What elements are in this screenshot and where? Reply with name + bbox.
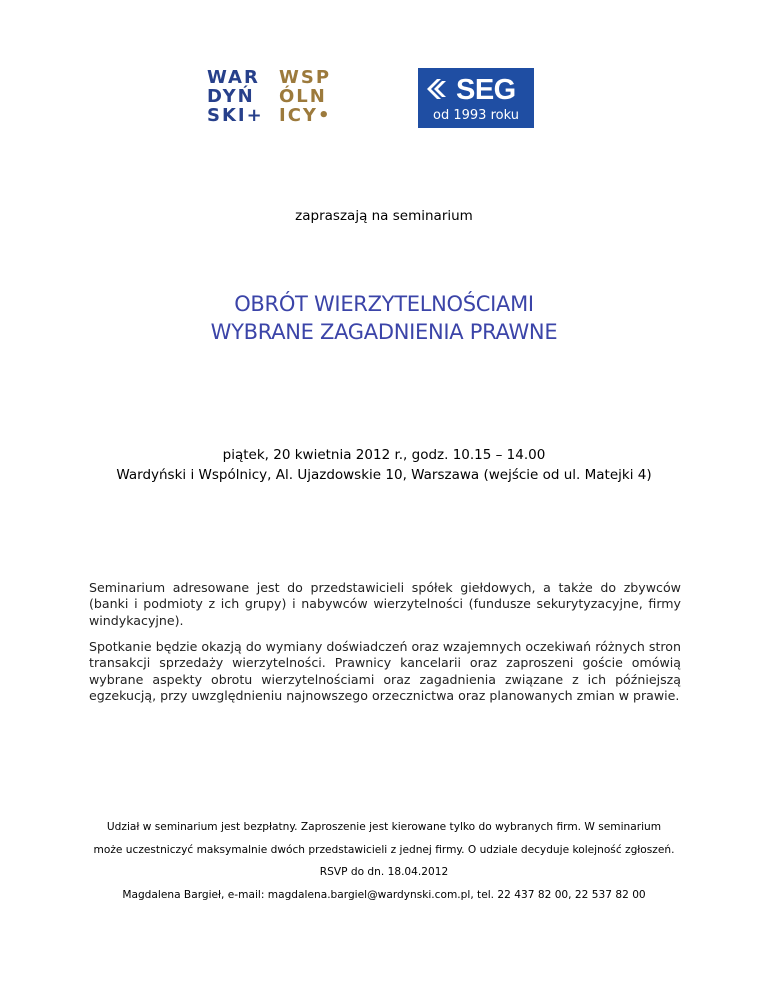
body-paragraph-1: Seminarium adresowane jest do przedstawicieli spółek giełdowych, a także do zbywców (banki i podmioty z ich grupy) i nabywców wierzytelności (fundusze sekurytyzacyjne, firmy windykacyjne). — [89, 580, 681, 628]
seg-chevron-icon — [425, 77, 449, 101]
seg-logo — [418, 68, 534, 128]
footer-rsvp: RSVP do dn. 18.04.2012 — [319, 866, 449, 878]
event-date: piątek, 20 kwietnia 2012 r., godz. 10.15 – 14.00 — [222, 447, 546, 463]
logo-text-ski: SKI+ — [207, 105, 264, 126]
seg-logo-tagline: od 1993 roku — [433, 108, 519, 123]
event-details — [0, 445, 768, 485]
seminar-title-line1: OBRÓT WIERZYTELNOŚCIAMI — [234, 292, 534, 316]
footer-line1: Udział w seminarium jest bezpłatny. Zaproszenie jest kierowane tylko do wybranych firm. W seminarium — [106, 821, 662, 833]
logo-text-icy: ICY• — [279, 105, 332, 126]
logo-text-war: WAR — [207, 67, 260, 88]
logo-text-oln: ÓLN — [279, 86, 327, 107]
footer-line2: może uczestniczyć maksymalnie dwóch przedstawicieli z jednej firmy. O udziale decyduje kolejność zgłoszeń. — [93, 843, 675, 856]
body-paragraph-2: Spotkanie będzie okazją do wymiany doświadczeń oraz wzajemnych oczekiwań różnych stron transakcji sprzedaży wierzytelności. Prawnicy kancelarii oraz zaproszeni goście omówią wybrane aspekty obrotu wierzytelnościami oraz zagadnienia związane z ich późniejszą egzekucją, przy uwzględnieniu najnowszego orzecznictwa oraz planowanych zmian w prawie. — [89, 639, 681, 703]
event-venue: Wardyński i Wspólnicy, Al. Ujazdowskie 10, Warszawa (wejście od ul. Matejki 4) — [116, 467, 652, 483]
logo-text-wsp: WSP — [279, 67, 332, 88]
seminar-title-line2: WYBRANE ZAGADNIENIA PRAWNE — [210, 320, 558, 344]
invite-text: zapraszają na seminarium — [295, 208, 473, 224]
wardynski-logo — [207, 68, 345, 125]
seg-logo-name: SEG — [456, 74, 516, 106]
footer-contact: Magdalena Bargieł, e-mail: magdalena.bargiel@wardynski.com.pl, tel. 22 437 82 00, 22 537 82 00 — [122, 888, 646, 901]
seminar-title — [0, 290, 768, 346]
logo-text-dyn: DYŃ — [207, 86, 255, 107]
footer-notes — [0, 816, 768, 906]
